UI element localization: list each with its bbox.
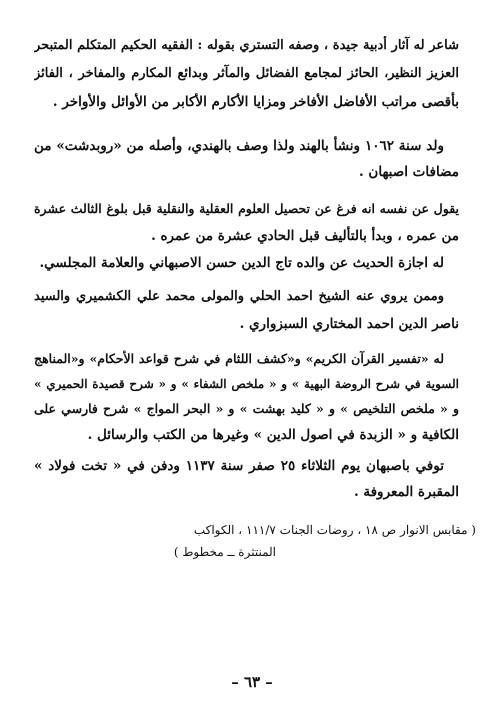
paragraph-2-line-1: ولد سنة ١٠٦٢ ونشأ بالهند ولذا وصف بالهندي، وأصله من «روبدشت» من	[34, 138, 444, 154]
paragraph-3-line-1: يقول عن نفسه انه فرغ عن تحصيل العلوم العقلية والنقلية قبل بلوغ الثالث عشرة	[34, 201, 459, 216]
paragraph-2-line-2: مضافات اصبهان .	[359, 164, 459, 180]
paragraph-1-line-3: بأقصى مراتب الأفاضل الأفاخر ومزايا الأكارم الأكابر من الأوائل والأواخر .	[52, 94, 459, 110]
paragraph-1-line-1: شاعر له آثار أدبية جيدة ، وصفه التستري بقوله : الفقيه الحكيم المتكلم المتبحر	[34, 38, 459, 53]
paragraph-5-line-2: ناصر الدين احمد المختاري السبزواري .	[239, 316, 459, 332]
paragraph-6-line-1: له «تفسير القرآن الكريم» و«كشف اللثام في شرح قواعد الأحكام» و«المناهج	[34, 351, 444, 366]
paragraph-1-line-2: العزيز النظير، الحائز لمجامع الفضائل والمآثر وبدائع المكارم والمفاخر ، الفائز	[34, 66, 459, 81]
source-note-line-2: المنتثرة ــ مخطوط )	[173, 545, 276, 559]
paragraph-5-line-1: وممن يروي عنه الشيخ احمد الحلي والمولى محمد علي الكشميري والسيد	[34, 289, 444, 304]
paragraph-7-line-2: المقبرة المعروفة .	[353, 484, 459, 500]
paragraph-3-line-2: من عمره ، وبدأ بالتأليف قبل الحادي عشرة من عمره .	[151, 228, 459, 244]
page-number: – ٦٣ –	[231, 673, 273, 691]
paragraph-7-line-1: توفي باصبهان يوم الثلاثاء ٢٥ صفر سنة ١١٣٧ ودفن في « تخت فولاد »	[34, 458, 444, 474]
paragraph-6-line-2: السوية في شرح الروضة البهية » و « ملخص الشفاء » و « شرح قصيدة الحميري »	[34, 377, 459, 391]
source-note-line-1: ( مقابس الانوار ص ١٨ ، روضات الجنات ١١١/٧ ، الكواكب	[193, 523, 476, 537]
paragraph-6-line-4: الكافية و « الزبدة في اصول الدين » وغيرها من الكتب والرسائل .	[87, 427, 459, 443]
paragraph-4-line-1: له اجازة الحديث عن والده تاج الدين حسن الاصبهاني والعلامة المجلسي.	[39, 255, 444, 271]
paragraph-6-line-3: و « ملخص التلخيص » و « كليد بهشت » و « البحر المواج » شرح فارسي على	[34, 401, 459, 416]
